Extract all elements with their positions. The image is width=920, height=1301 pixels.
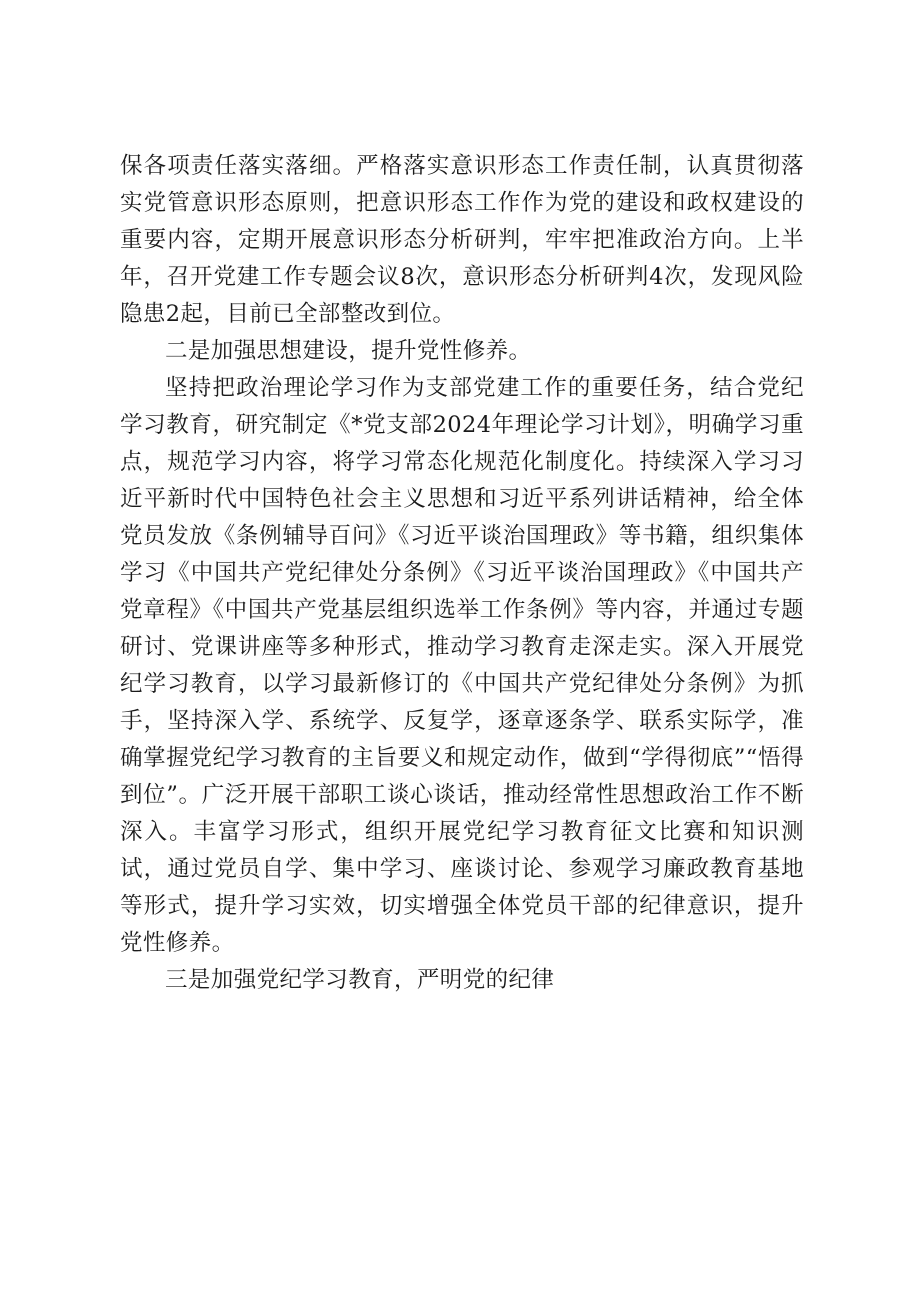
section-heading-party-discipline: 三是加强党纪学习教育，严明党的纪律 xyxy=(165,967,555,993)
paragraph-theory-study: 坚持把政治理论学习作为支部党建工作的重要任务，结合党纪学习教育，研究制定《*党支部2024年理论学习计划》，明确学习重点，规范学习内容，将学习常态化规范化制度化。持续深入学习习近平新时代中国特色社会主义思想和习近平系列讲话精神，给全体党员发放《条例辅导百问》《习近平谈治国理政》等书籍，组织集体学习《中国共产党纪律处分条例》《习近平谈治国理政》《中国共产党章程》《中国共产党基层组织选举工作条例》等内容，并通过专题研讨、党课讲座等多种形式，推动学习教育走深走实。深入开展党纪学习教育，以学习最新修订的《中国共产党纪律处分条例》为抓手，坚持深入学、系统学、反复学，逐章逐条学、联系实际学，准确掌握党纪学习教育的主旨要义和规定动作，做到“学得彻底”“悟得到位”。广泛开展干部职工谈心谈话，推动经常性思想政治工作不断深入。丰富学习形式，组织开展党纪学习教育征文比赛和知识测试，通过党员自学、集中学习、座谈讨论、参观学习廉政教育基地等形式，提升学习实效，切实增强全体党员干部的纪律意识，提升党性修养。 xyxy=(120,375,804,956)
document-body xyxy=(120,148,804,999)
paragraph-ideology-responsibility: 保各项责任落实落细。严格落实意识形态工作责任制，认真贯彻落实党管意识形态原则，把意识形态工作作为党的建设和政权建设的重要内容，定期开展意识形态分析研判，牢牢把准政治方向。上半年，召开党建工作专题会议8次，意识形态分析研判4次，发现风险隐患2起，目前已全部整改到位。 xyxy=(120,153,804,327)
section-heading-thought-building: 二是加强思想建设，提升党性修养。 xyxy=(165,338,532,364)
